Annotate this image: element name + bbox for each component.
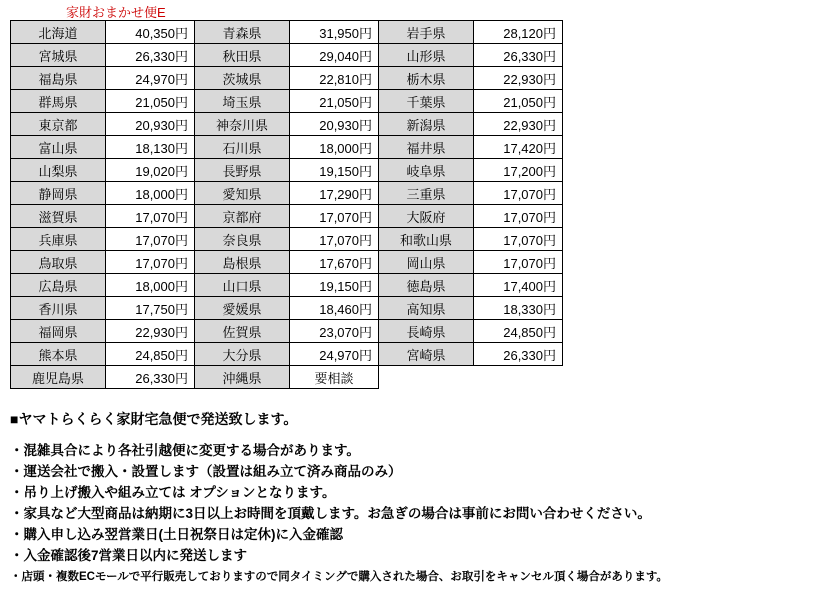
price-cell: 19,020円	[106, 159, 195, 182]
blank-cell	[474, 366, 563, 389]
price-cell: 26,330円	[474, 44, 563, 67]
price-cell: 20,930円	[290, 113, 379, 136]
price-cell: 19,150円	[290, 274, 379, 297]
notes-small-print: ・店頭・複数ECモールで平行販売しておりますので同タイミングで購入された場合、お取引をキャンセル頂く場合があります。	[10, 570, 668, 583]
prefecture-cell: 福井県	[379, 136, 474, 159]
price-cell: 17,070円	[290, 205, 379, 228]
note-line: ・吊り上げ搬入や組み立ては オプションとなります。	[10, 485, 336, 501]
prefecture-cell: 滋賀県	[11, 205, 106, 228]
price-cell: 17,070円	[474, 251, 563, 274]
price-cell: 22,930円	[106, 320, 195, 343]
price-cell: 17,070円	[290, 228, 379, 251]
price-cell: 18,000円	[106, 274, 195, 297]
table-row	[11, 136, 563, 159]
price-cell: 17,070円	[106, 205, 195, 228]
prefecture-cell: 静岡県	[11, 182, 106, 205]
price-cell: 29,040円	[290, 44, 379, 67]
table-row	[11, 205, 563, 228]
table-row	[11, 44, 563, 67]
price-cell: 18,000円	[290, 136, 379, 159]
price-cell: 21,050円	[106, 90, 195, 113]
prefecture-cell: 神奈川県	[195, 113, 290, 136]
prefecture-cell: 大分県	[195, 343, 290, 366]
price-cell: 22,810円	[290, 67, 379, 90]
prefecture-cell: 広島県	[11, 274, 106, 297]
price-cell: 17,200円	[474, 159, 563, 182]
price-cell: 31,950円	[290, 21, 379, 44]
price-cell: 19,150円	[290, 159, 379, 182]
price-cell: 18,330円	[474, 297, 563, 320]
price-cell: 要相談	[290, 366, 379, 389]
shipping-fee-table	[10, 20, 563, 389]
prefecture-cell: 埼玉県	[195, 90, 290, 113]
price-cell: 17,420円	[474, 136, 563, 159]
prefecture-cell: 和歌山県	[379, 228, 474, 251]
table-row	[11, 228, 563, 251]
price-cell: 17,070円	[106, 228, 195, 251]
prefecture-cell: 岩手県	[379, 21, 474, 44]
notes-headline: ■ヤマトらくらく家財宅急便で発送致します。	[10, 411, 298, 427]
prefecture-cell: 栃木県	[379, 67, 474, 90]
note-line: ・家具など大型商品は納期に3日以上お時間を頂戴します。お急ぎの場合は事前にお問い合わせください。	[10, 506, 651, 522]
price-cell: 18,460円	[290, 297, 379, 320]
table-row	[11, 343, 563, 366]
prefecture-cell: 青森県	[195, 21, 290, 44]
table-row	[11, 159, 563, 182]
prefecture-cell: 鹿児島県	[11, 366, 106, 389]
table-row	[11, 274, 563, 297]
prefecture-cell: 奈良県	[195, 228, 290, 251]
price-cell: 24,970円	[290, 343, 379, 366]
prefecture-cell: 岐阜県	[379, 159, 474, 182]
prefecture-cell: 鳥取県	[11, 251, 106, 274]
prefecture-cell: 北海道	[11, 21, 106, 44]
price-cell: 17,290円	[290, 182, 379, 205]
prefecture-cell: 沖縄県	[195, 366, 290, 389]
price-cell: 22,930円	[474, 113, 563, 136]
page-title: 家財おまかせ便E	[66, 5, 166, 20]
table-row	[11, 366, 563, 389]
price-cell: 28,120円	[474, 21, 563, 44]
prefecture-cell: 宮崎県	[379, 343, 474, 366]
price-cell: 24,850円	[474, 320, 563, 343]
price-cell: 17,750円	[106, 297, 195, 320]
prefecture-cell: 石川県	[195, 136, 290, 159]
price-cell: 26,330円	[474, 343, 563, 366]
table-row	[11, 182, 563, 205]
table-row	[11, 67, 563, 90]
prefecture-cell: 長崎県	[379, 320, 474, 343]
price-cell: 18,000円	[106, 182, 195, 205]
table-row	[11, 297, 563, 320]
prefecture-cell: 高知県	[379, 297, 474, 320]
notes-section	[10, 412, 810, 587]
note-line: ・混雑具合により各社引越便に変更する場合があります。	[10, 443, 360, 459]
blank-cell	[379, 366, 474, 389]
table-row	[11, 90, 563, 113]
table-row	[11, 113, 563, 136]
prefecture-cell: 熊本県	[11, 343, 106, 366]
price-cell: 17,070円	[474, 182, 563, 205]
prefecture-cell: 群馬県	[11, 90, 106, 113]
prefecture-cell: 佐賀県	[195, 320, 290, 343]
table-row	[11, 21, 563, 44]
price-cell: 18,130円	[106, 136, 195, 159]
prefecture-cell: 東京都	[11, 113, 106, 136]
table-row	[11, 320, 563, 343]
price-cell: 17,070円	[106, 251, 195, 274]
table-body	[11, 21, 563, 389]
prefecture-cell: 山口県	[195, 274, 290, 297]
prefecture-cell: 富山県	[11, 136, 106, 159]
prefecture-cell: 愛知県	[195, 182, 290, 205]
prefecture-cell: 新潟県	[379, 113, 474, 136]
price-cell: 17,670円	[290, 251, 379, 274]
prefecture-cell: 山形県	[379, 44, 474, 67]
prefecture-cell: 山梨県	[11, 159, 106, 182]
price-cell: 26,330円	[106, 366, 195, 389]
note-line: ・運送会社で搬入・設置します（設置は組み立て済み商品のみ）	[10, 464, 402, 480]
prefecture-cell: 千葉県	[379, 90, 474, 113]
prefecture-cell: 茨城県	[195, 67, 290, 90]
price-cell: 21,050円	[290, 90, 379, 113]
prefecture-cell: 島根県	[195, 251, 290, 274]
note-line: ・入金確認後7営業日以内に発送します	[10, 548, 248, 563]
prefecture-cell: 大阪府	[379, 205, 474, 228]
price-cell: 17,070円	[474, 228, 563, 251]
notes-list	[10, 441, 810, 567]
prefecture-cell: 兵庫県	[11, 228, 106, 251]
table-row	[11, 251, 563, 274]
prefecture-cell: 福島県	[11, 67, 106, 90]
prefecture-cell: 秋田県	[195, 44, 290, 67]
prefecture-cell: 長野県	[195, 159, 290, 182]
price-cell: 20,930円	[106, 113, 195, 136]
price-cell: 24,850円	[106, 343, 195, 366]
prefecture-cell: 福岡県	[11, 320, 106, 343]
prefecture-cell: 三重県	[379, 182, 474, 205]
prefecture-cell: 岡山県	[379, 251, 474, 274]
prefecture-cell: 徳島県	[379, 274, 474, 297]
price-cell: 40,350円	[106, 21, 195, 44]
price-cell: 21,050円	[474, 90, 563, 113]
price-cell: 26,330円	[106, 44, 195, 67]
prefecture-cell: 愛媛県	[195, 297, 290, 320]
price-cell: 17,400円	[474, 274, 563, 297]
price-cell: 22,930円	[474, 67, 563, 90]
prefecture-cell: 京都府	[195, 205, 290, 228]
note-line: ・購入申し込み翌営業日(土日祝祭日は定休)に入金確認	[10, 527, 343, 543]
prefecture-cell: 香川県	[11, 297, 106, 320]
prefecture-cell: 宮城県	[11, 44, 106, 67]
price-cell: 17,070円	[474, 205, 563, 228]
price-cell: 24,970円	[106, 67, 195, 90]
price-cell: 23,070円	[290, 320, 379, 343]
